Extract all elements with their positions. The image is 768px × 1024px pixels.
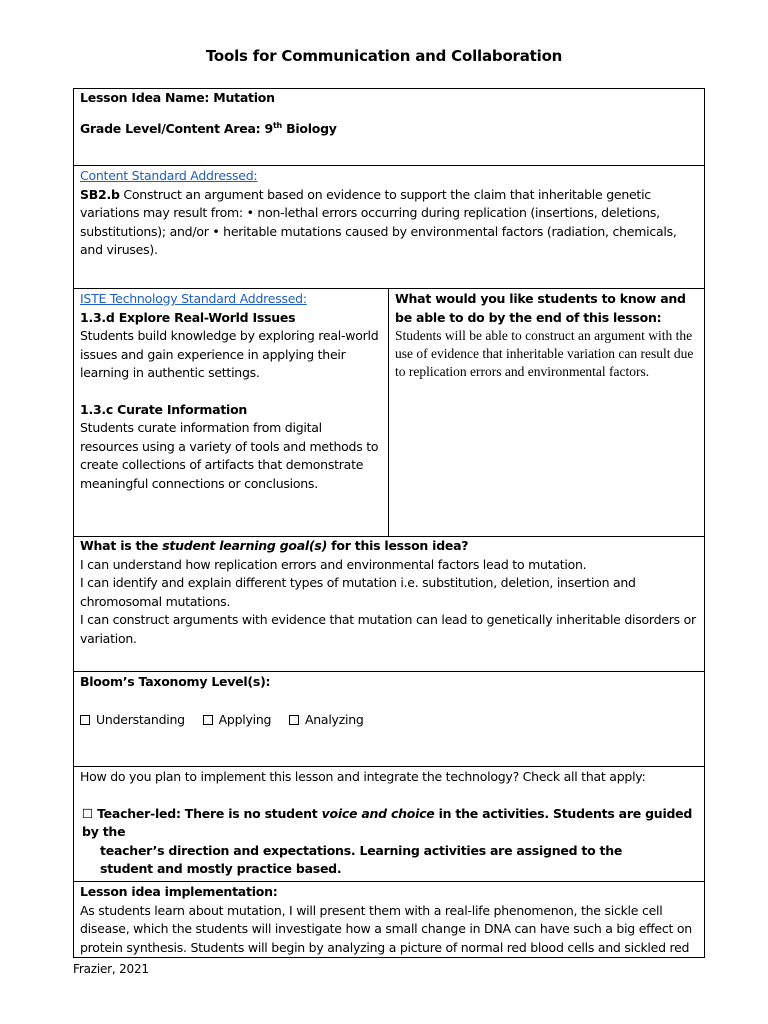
iste-item-text: Students build knowledge by exploring real-world issues and gain experience in applying their learning in authentic settings. [80,328,379,380]
know-do-heading: What would you like students to know and be able to do by the end of this lesson: [395,291,686,325]
lesson-name: Lesson Idea Name: Mutation [80,90,275,105]
iste-cell [74,290,388,493]
content-standard-cell [74,167,704,260]
know-do-cell [389,290,704,381]
blooms-option-applying[interactable] [203,712,272,727]
option-text-post: in the activities. Students are guided by the [82,805,693,839]
blooms-option-analyzing[interactable] [289,712,364,727]
iste-item-text: Students curate information from digital resources using a variety of tools and methods to create collections of artifacts that demonstrate meaningful connections or conclusions. [80,420,379,491]
content-standard-heading[interactable]: Content Standard Addressed: [80,168,258,183]
implementation-question: How do you plan to implement this lesson and integrate the technology? Check all that apply: [80,769,646,784]
blooms-option-label: Applying [218,711,272,727]
checkbox-icon[interactable] [203,715,213,725]
page-title: Tools for Communication and Collaboration [205,47,563,65]
option-text-emphasis: voice and choice [321,805,435,821]
blooms-row [74,672,704,767]
lesson-header-row [74,89,704,166]
checkbox-icon[interactable] [80,715,90,725]
option-text-pre: Teacher-led: There is no student [92,805,322,821]
grade-level [74,117,343,139]
lesson-implementation-text: As students learn about mutation, I will present them with a real-life phenomenon, the sickle cell disease, which the students will investigate how a small change in DNA can have such a big effect on protein synthesis. Students will begin by analyzing a picture of normal red blood cells and sickled red [80,902,692,955]
implementation-cell [74,767,704,879]
implementation-row [74,767,704,882]
learning-goal-item: I can identify and explain different types of mutation i.e. substitution, deletion, insertion and chromosomal mutations. [80,575,636,609]
learning-goals-heading [80,537,698,556]
standards-row [74,289,704,537]
checkbox-icon[interactable] [289,715,299,725]
footer-author: Frazier, 2021 [73,962,149,976]
learning-goal-item: I can understand how replication errors and environmental factors lead to mutation. [80,556,587,572]
teacher-led-option[interactable] [80,805,698,842]
blooms-heading: Bloom’s Taxonomy Level(s): [80,674,271,689]
know-do-text: Students will be able to construct an argument with the use of evidence that inheritable variation can result due to replication errors and environmental factors. [395,328,694,379]
lesson-implementation-cell [74,882,704,957]
lesson-implementation-heading: Lesson idea implementation: [80,884,278,899]
grade-superscript: th [272,121,282,130]
content-standard-row [74,166,704,289]
blooms-option-label: Analyzing [304,711,364,727]
standard-description: Construct an argument based on evidence to support the claim that inheritable genetic variations may result from: • non-lethal errors occurring during replication (insertions, deletions, substitutions); and/or • heritable mutations caused by environmental factors (radiation, chemicals, and viruses). [80,186,677,257]
blooms-option-understanding[interactable] [80,712,185,727]
content-standard-text [80,186,698,260]
standard-code: SB2.b [80,186,120,202]
goals-heading-emphasis: student learning goal(s) [162,538,328,553]
blooms-cell [74,672,704,729]
blooms-option-label: Understanding [96,711,185,727]
learning-goal-item: I can construct arguments with evidence that mutation can lead to genetically inheritable disorders or variation. [80,612,696,646]
learning-goals-cell [74,537,704,648]
blooms-options [80,711,698,730]
iste-heading[interactable]: ISTE Technology Standard Addressed: [80,291,307,306]
iste-item-title: 1.3.d Explore Real-World Issues [80,309,296,325]
teacher-led-line3: student and mostly practice based. [100,861,342,876]
goals-heading-post: for this lesson idea? [327,538,469,553]
lesson-plan-table [73,88,705,958]
lesson-implementation-row [74,882,704,958]
checkbox-icon[interactable]: ☐ [82,805,93,821]
teacher-led-line2: teacher’s direction and expectations. Learning activities are assigned to the [100,842,623,858]
learning-goals-row [74,537,704,672]
grade-prefix: Grade Level/Content Area: 9 [80,121,273,137]
grade-suffix: Biology [281,121,337,137]
goals-heading-pre: What is the [80,538,163,553]
iste-item-title: 1.3.c Curate Information [80,401,248,417]
